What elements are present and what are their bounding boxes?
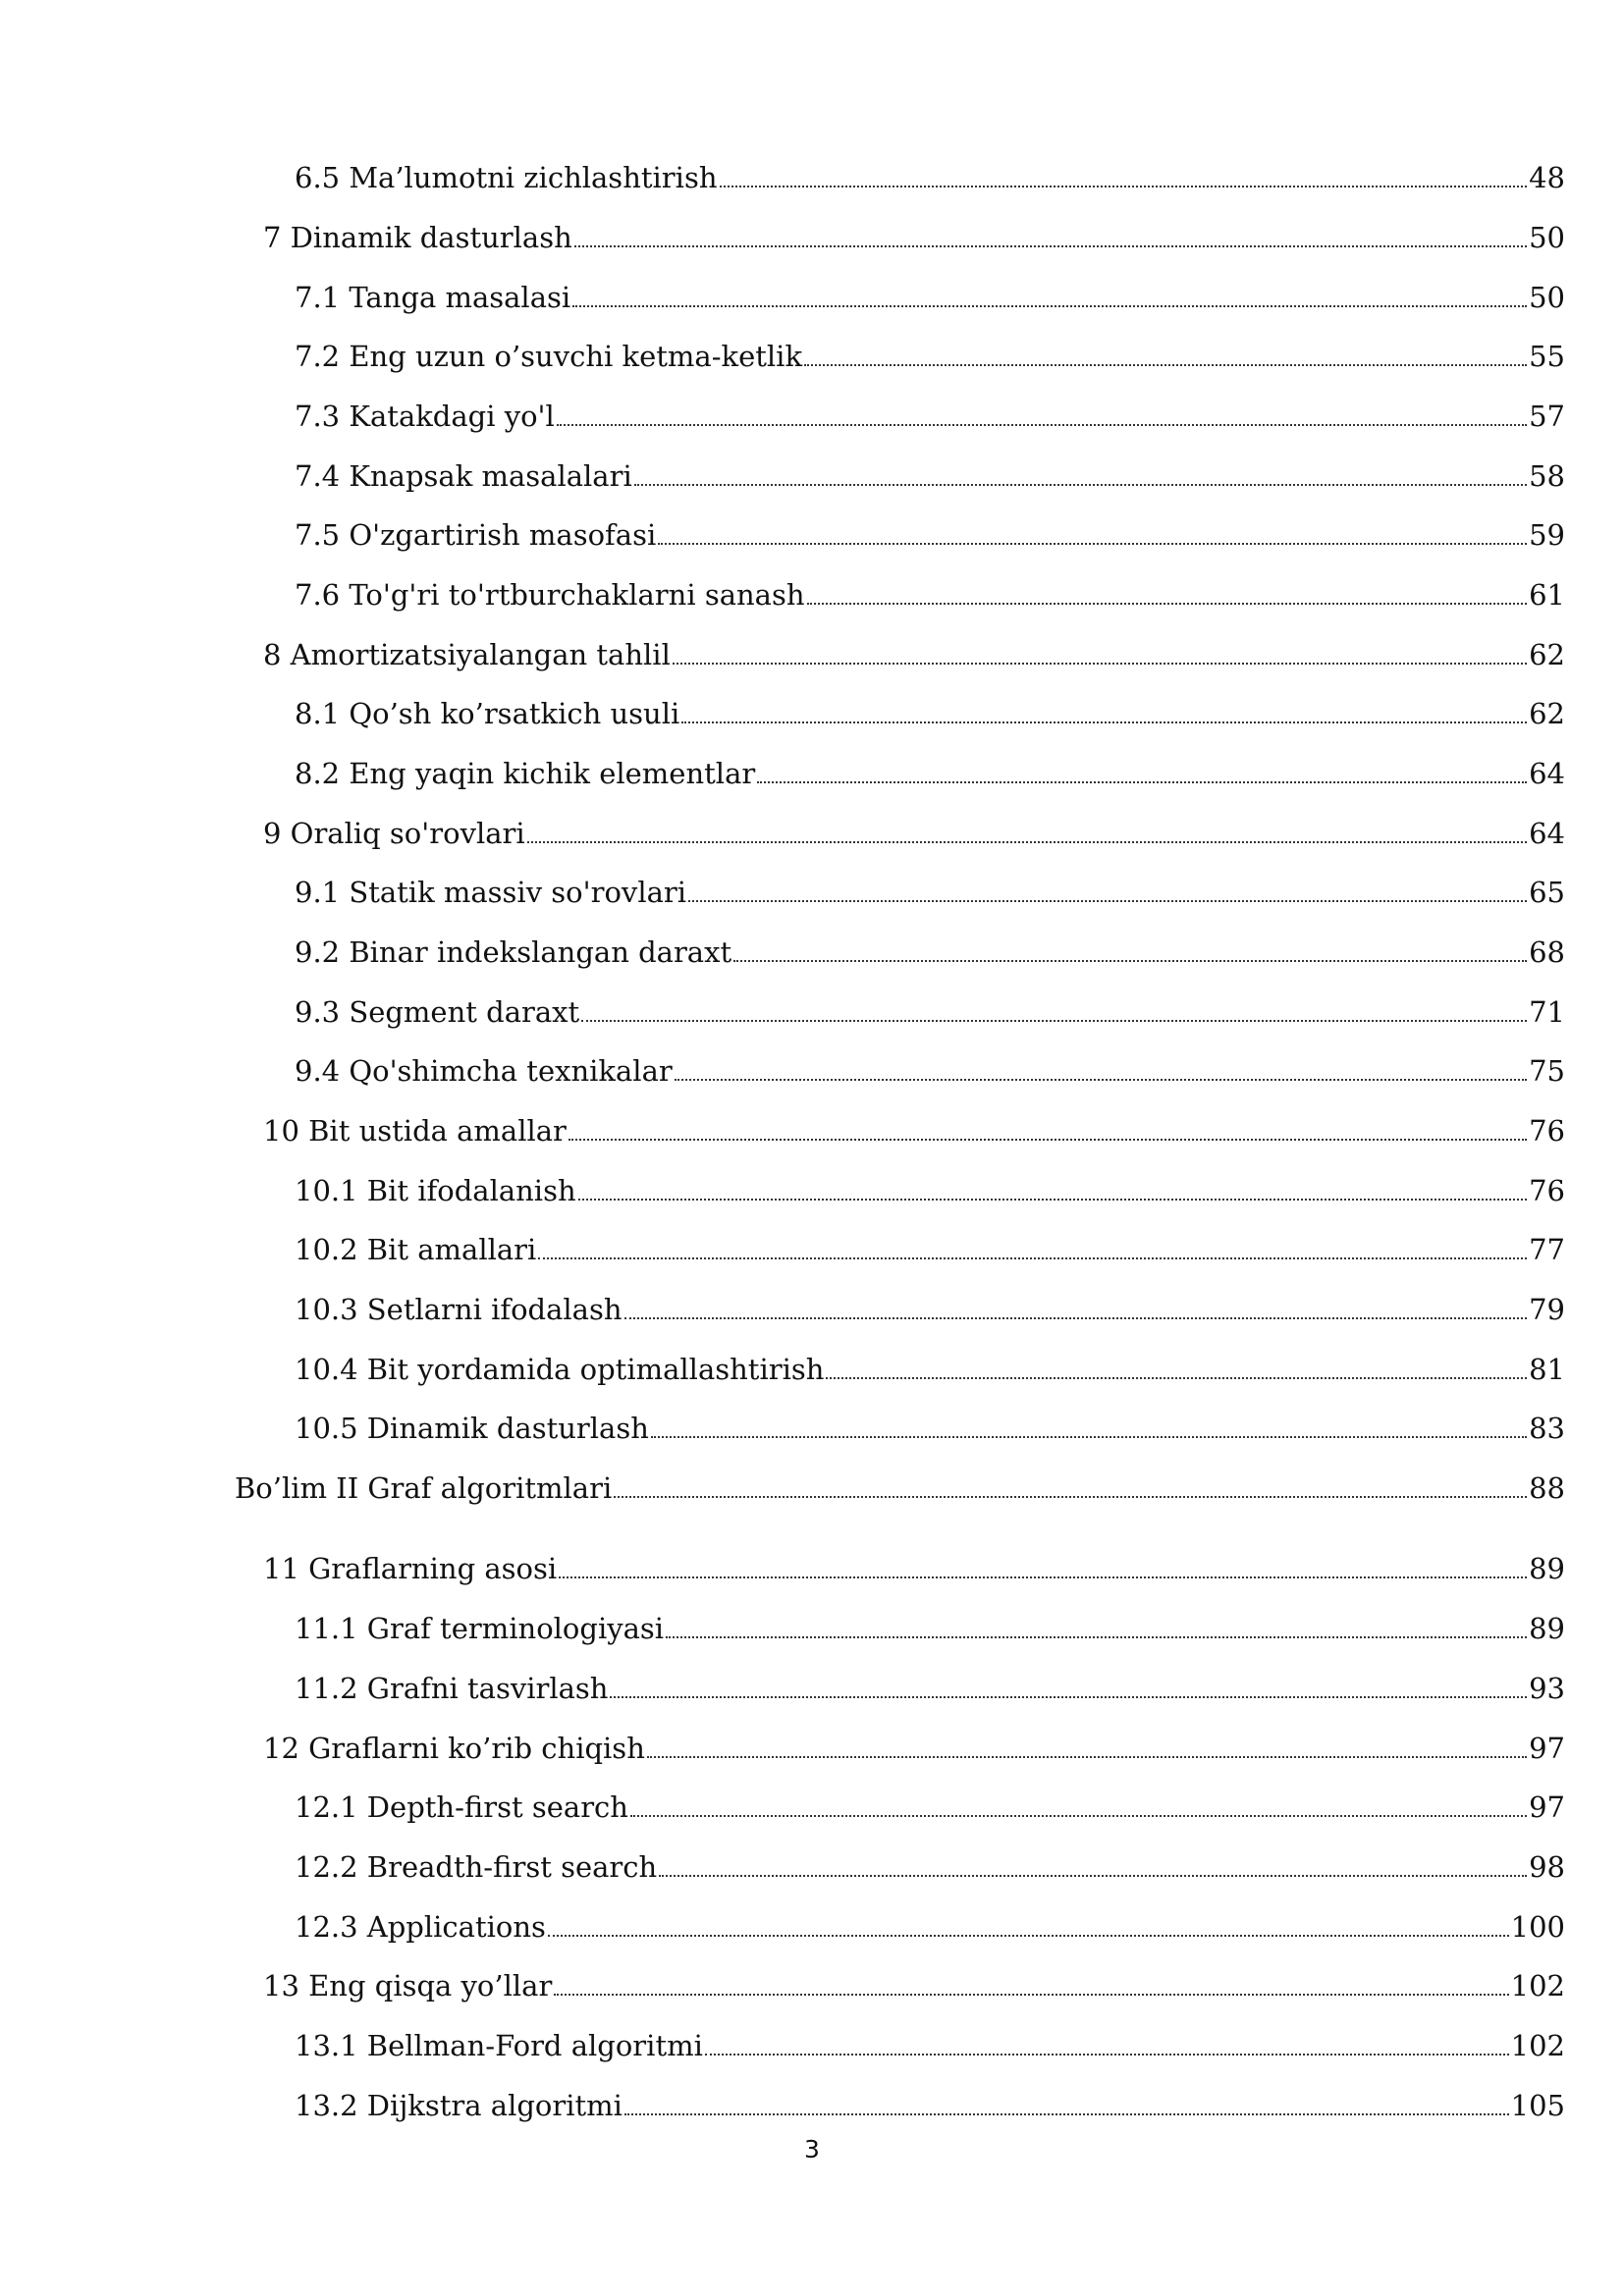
toc-entry-page: 93 — [1529, 1672, 1565, 1705]
toc-entry-title: 7.6 To'g'ri to'rtburchaklarni sanash — [295, 578, 805, 612]
toc-dot-leader — [804, 337, 1527, 376]
toc-entry[interactable] — [263, 814, 1565, 853]
toc-entry-title: 10.5 Dinamik dasturlash — [295, 1412, 649, 1445]
toc-entry-page: 59 — [1529, 518, 1565, 552]
toc-entry-title: 10.4 Bit yordamida optimallashtirish — [295, 1353, 825, 1386]
toc-dot-leader — [826, 1350, 1527, 1389]
toc-entry-title: 11.1 Graf terminologiyasi — [295, 1612, 665, 1645]
toc-entry[interactable] — [295, 456, 1565, 496]
toc-entry[interactable] — [295, 1788, 1565, 1827]
toc-dot-leader — [538, 1230, 1527, 1269]
toc-entry-page: 105 — [1510, 2089, 1565, 2122]
toc-dot-leader — [807, 575, 1528, 614]
toc-entry-title: 9.4 Qo'shimcha texnikalar — [295, 1054, 673, 1088]
toc-entry-title: 7.3 Katakdagi yo'l — [295, 400, 555, 433]
page-number: 3 — [804, 2135, 820, 2163]
toc-entry[interactable] — [295, 873, 1565, 912]
toc-entry-title: 10.3 Setlarni ifodalash — [295, 1293, 623, 1326]
toc-entry-title: 7.2 Eng uzun o’suvchi ketma-ketlik — [295, 340, 803, 373]
toc-entry[interactable] — [295, 2026, 1565, 2065]
toc-entry-title: 10.2 Bit amallari — [295, 1233, 537, 1266]
toc-entry-page: 89 — [1529, 1552, 1565, 1585]
toc-entry-page: 64 — [1529, 757, 1565, 790]
toc-entry-page: 48 — [1529, 161, 1565, 194]
toc-dot-leader — [557, 397, 1527, 436]
toc-entry-title: 6.5 Ma’lumotni zichlashtirish — [295, 161, 718, 194]
toc-dot-leader — [720, 158, 1528, 197]
toc-entry-page: 50 — [1529, 221, 1565, 254]
toc-entry[interactable] — [295, 575, 1565, 614]
toc-entry-page: 89 — [1529, 1612, 1565, 1645]
toc-entry-title: 9.1 Statik massiv so'rovlari — [295, 876, 687, 909]
toc-entry-page: 81 — [1529, 1353, 1565, 1386]
toc-dot-leader — [610, 1669, 1527, 1708]
toc-entry-page: 100 — [1510, 1910, 1565, 1944]
toc-entry-page: 83 — [1529, 1412, 1565, 1445]
toc-entry-page: 58 — [1529, 459, 1565, 493]
toc-dot-leader — [688, 873, 1527, 912]
toc-entry-title: 11 Graflarning asosi — [263, 1552, 558, 1585]
toc-entry[interactable] — [295, 933, 1565, 972]
toc-entry[interactable] — [295, 1669, 1565, 1708]
toc-entry-title: 13.2 Dijkstra algoritmi — [295, 2089, 623, 2122]
toc-entry[interactable] — [295, 992, 1565, 1032]
toc-entry[interactable] — [263, 1966, 1565, 2005]
toc-entry[interactable] — [263, 1111, 1565, 1150]
toc-entry[interactable] — [295, 1847, 1565, 1887]
toc-entry[interactable] — [295, 1350, 1565, 1389]
toc-entry-title: 9.3 Segment daraxt — [295, 995, 580, 1029]
toc-entry-title: 7.1 Tanga masalasi — [295, 281, 571, 314]
toc-entry-page: 97 — [1529, 1732, 1565, 1765]
toc-entry[interactable] — [295, 1907, 1565, 1947]
toc-dot-leader — [659, 1847, 1527, 1887]
toc-entry[interactable] — [295, 158, 1565, 197]
toc-entry-page: 62 — [1529, 697, 1565, 730]
toc-dot-leader — [578, 1171, 1527, 1210]
toc-dot-leader — [574, 218, 1527, 257]
toc-entry[interactable] — [295, 754, 1565, 793]
toc-entry-title: 12.2 Breadth-first search — [295, 1850, 658, 1884]
toc-dot-leader — [733, 933, 1527, 972]
toc-entry[interactable] — [295, 1409, 1565, 1448]
toc-entry-title: 8.1 Qo’sh ko’rsatkich usuli — [295, 697, 680, 730]
toc-dot-leader — [666, 1609, 1527, 1648]
toc-entry-page: 65 — [1529, 876, 1565, 909]
toc-entry-title: 10 Bit ustida amallar — [263, 1114, 567, 1148]
toc-entry-title: 8 Amortizatsiyalangan tahlil — [263, 638, 671, 671]
toc-dot-leader — [624, 2086, 1509, 2125]
toc-entry-title: 8.2 Eng yaqin kichik elementlar — [295, 757, 756, 790]
toc-entry[interactable] — [263, 218, 1565, 257]
toc-entry-page: 97 — [1529, 1790, 1565, 1824]
toc-dot-leader — [651, 1409, 1527, 1448]
toc-dot-leader — [581, 992, 1527, 1032]
toc-entry-page: 61 — [1529, 578, 1565, 612]
toc-entry-page: 76 — [1529, 1114, 1565, 1148]
toc-dot-leader — [647, 1729, 1527, 1768]
toc-entry-title: 9.2 Binar indekslangan daraxt — [295, 935, 732, 969]
toc-entry-title: 10.1 Bit ifodalanish — [295, 1174, 576, 1207]
toc-entry[interactable] — [263, 635, 1565, 674]
toc-entry-title: 13 Eng qisqa yo’llar — [263, 1969, 553, 2002]
toc-entry-page: 76 — [1529, 1174, 1565, 1207]
toc-entry[interactable] — [295, 694, 1565, 733]
toc-entry-page: 57 — [1529, 400, 1565, 433]
toc-dot-leader — [634, 456, 1527, 496]
toc-entry[interactable] — [295, 337, 1565, 376]
toc-entry-title: 12 Graflarni ko’rib chiqish — [263, 1732, 645, 1765]
toc-dot-leader — [548, 1907, 1509, 1947]
toc-entry-title: 13.1 Bellman-Ford algoritmi — [295, 2029, 703, 2062]
toc-dot-leader — [658, 515, 1527, 555]
toc-entry-title: 7.4 Knapsak masalalari — [295, 459, 632, 493]
toc-entry-page: 102 — [1510, 1969, 1565, 2002]
toc-entry[interactable] — [263, 1549, 1565, 1588]
toc-entry-page: 64 — [1529, 817, 1565, 850]
toc-entry-title: Bo’lim II Graf algoritmlari — [235, 1471, 613, 1505]
toc-entry-page: 88 — [1529, 1471, 1565, 1505]
toc-entry-page: 98 — [1529, 1850, 1565, 1884]
toc-entry-page: 68 — [1529, 935, 1565, 969]
toc-entry-page: 79 — [1529, 1293, 1565, 1326]
toc-dot-leader — [527, 814, 1527, 853]
toc-entry[interactable] — [295, 1230, 1565, 1269]
toc-entry[interactable] — [295, 515, 1565, 555]
toc-entry-title: 7.5 O'zgartirish masofasi — [295, 518, 657, 552]
toc-dot-leader — [554, 1966, 1508, 2005]
toc-dot-leader — [675, 1051, 1527, 1091]
toc-entry-title: 11.2 Grafni tasvirlash — [295, 1672, 609, 1705]
toc-entry[interactable] — [295, 1290, 1565, 1329]
toc-entry[interactable] — [263, 1729, 1565, 1768]
toc-entry[interactable] — [295, 397, 1565, 436]
toc-entry-title: 12.3 Applications — [295, 1910, 546, 1944]
toc-entry-page: 50 — [1529, 281, 1565, 314]
toc-dot-leader — [572, 278, 1527, 317]
toc-entry[interactable] — [295, 278, 1565, 317]
toc-dot-leader — [624, 1290, 1528, 1329]
toc-entry-page: 55 — [1529, 340, 1565, 373]
toc-dot-leader — [673, 635, 1527, 674]
toc-entry[interactable] — [295, 2086, 1565, 2125]
toc-entry-title: 7 Dinamik dasturlash — [263, 221, 572, 254]
toc-entry-page: 62 — [1529, 638, 1565, 671]
toc-entry-page: 102 — [1510, 2029, 1565, 2062]
toc-dot-leader — [614, 1468, 1527, 1508]
toc-entry[interactable] — [235, 1468, 1565, 1508]
toc-entry-title: 12.1 Depth-first search — [295, 1790, 628, 1824]
toc-dot-leader — [705, 2026, 1509, 2065]
toc-entry[interactable] — [295, 1051, 1565, 1091]
toc-dot-leader — [630, 1788, 1527, 1827]
toc-dot-leader — [757, 754, 1527, 793]
toc-entry-page: 75 — [1529, 1054, 1565, 1088]
toc-entry-page: 77 — [1529, 1233, 1565, 1266]
toc-dot-leader — [568, 1111, 1527, 1150]
toc-dot-leader — [681, 694, 1527, 733]
toc-entry-page: 71 — [1529, 995, 1565, 1029]
toc-entry[interactable] — [295, 1171, 1565, 1210]
toc-entry[interactable] — [295, 1609, 1565, 1648]
toc-dot-leader — [559, 1549, 1527, 1588]
toc-entry-title: 9 Oraliq so'rovlari — [263, 817, 525, 850]
